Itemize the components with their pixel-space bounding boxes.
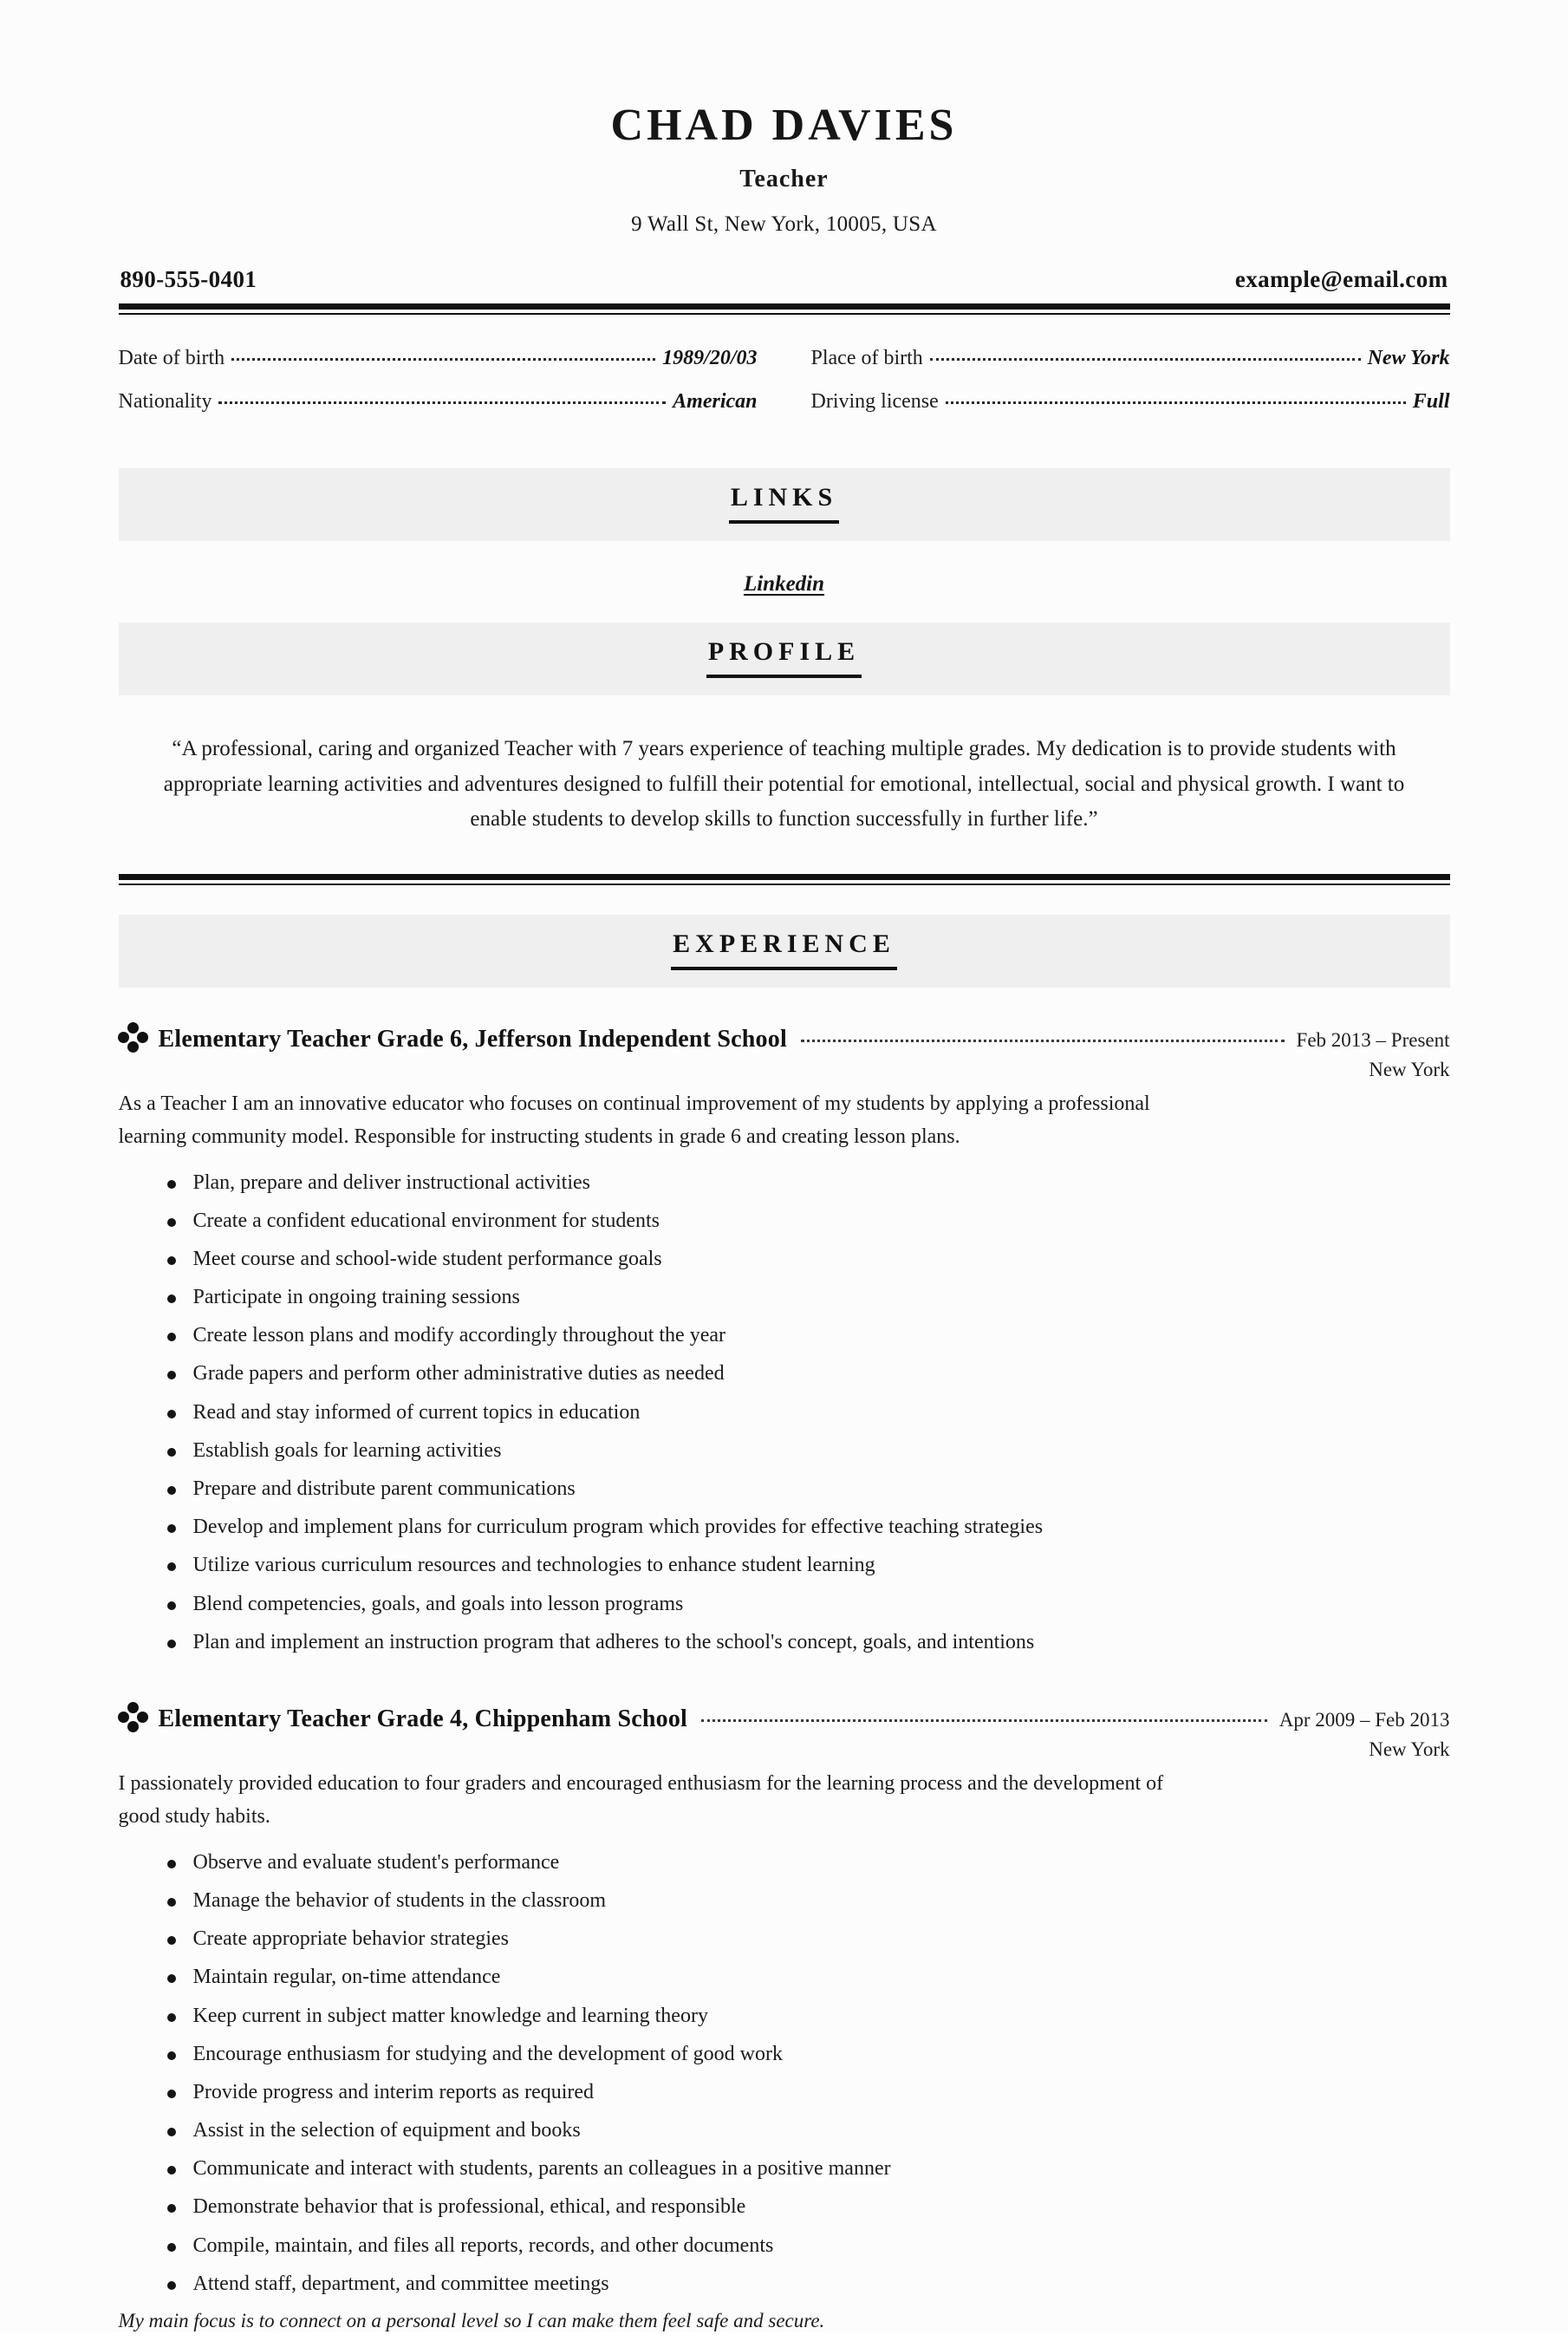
experience-entry-header [119, 1697, 1450, 1733]
diamond-bullet-icon [119, 1702, 148, 1731]
profile-divider [119, 874, 1450, 885]
list-item: Encourage enthusiasm for studying and the development of good work [167, 2041, 1450, 2068]
personal-details-right-column [811, 346, 1450, 434]
list-item: Read and stay informed of current topics in education [167, 1399, 1450, 1426]
dotted-leader [930, 358, 1361, 361]
link-linkedin[interactable]: Linkedin [743, 572, 825, 597]
detail-label: Place of birth [810, 346, 923, 369]
dotted-leader [231, 358, 655, 361]
list-item: Develop and implement plans for curriculum program which provides for effective teaching strategies [167, 1514, 1450, 1541]
diamond-bullet-icon [119, 1022, 148, 1052]
detail-nationality [119, 389, 758, 414]
experience-entry-footnote: My main focus is to connect on a personal level so I can make them feel safe and secure. [118, 2310, 825, 2331]
candidate-job-title: Teacher [739, 165, 829, 192]
email-address[interactable]: example@email.com [1234, 265, 1448, 292]
experience-entry-location: New York [1369, 1058, 1450, 1080]
detail-value: 1989/20/03 [662, 346, 758, 369]
experience-entry-duties [119, 1170, 1450, 1656]
list-item: Establish goals for learning activities [167, 1438, 1450, 1464]
contact-row [119, 266, 1450, 303]
dotted-leader [701, 1719, 1267, 1722]
experience-entry-date: Feb 2013 – Present [1296, 1028, 1450, 1051]
list-item: Manage the behavior of students in the classroom [167, 1888, 1450, 1914]
list-item: Communicate and interact with students, parents an colleagues in a positive manner [167, 2155, 1450, 2182]
list-item: Utilize various curriculum resources and technologies to enhance student learning [167, 1552, 1450, 1579]
detail-label: Date of birth [118, 346, 225, 369]
list-item: Keep current in subject matter knowledge and learning theory [167, 2003, 1450, 2030]
list-item: Prepare and distribute parent communications [167, 1476, 1450, 1503]
experience-entry-title: Elementary Teacher Grade 4, Chippenham School [158, 1705, 688, 1732]
list-item: Provide progress and interim reports as required [167, 2079, 1450, 2106]
experience-entry-duties [119, 1849, 1450, 2298]
divider-thin-line [119, 313, 1450, 315]
list-item: Create appropriate behavior strategies [167, 1926, 1450, 1953]
detail-label: Driving license [810, 390, 939, 414]
experience-entry [119, 1017, 1450, 1656]
experience-entry-header [119, 1017, 1450, 1053]
list-item: Attend staff, department, and committee meetings [167, 2271, 1450, 2298]
detail-value: New York [1367, 346, 1450, 369]
list-item: Assist in the selection of equipment and books [167, 2117, 1450, 2144]
list-item: Observe and evaluate student's performance [167, 1849, 1450, 1876]
detail-date-of-birth [119, 346, 758, 371]
divider-thick-line [119, 303, 1450, 310]
header-divider [119, 303, 1450, 315]
personal-details [119, 346, 1450, 434]
list-item: Meet course and school-wide student performance goals [167, 1246, 1450, 1273]
section-title: EXPERIENCE [671, 929, 897, 970]
links-list [119, 541, 1450, 623]
candidate-name: CHAD DAVIES [610, 101, 958, 150]
detail-driving-license [811, 389, 1450, 414]
dotted-leader [218, 401, 666, 404]
dotted-leader [946, 401, 1406, 404]
candidate-address: 9 Wall St, New York, 10005, USA [631, 212, 937, 236]
dotted-leader [801, 1040, 1285, 1042]
divider-thick-line [119, 874, 1450, 880]
section-title: PROFILE [706, 637, 862, 678]
experience-entry [119, 1697, 1450, 2332]
experience-entry-location: New York [1369, 1738, 1450, 1760]
section-header-links [119, 468, 1450, 541]
experience-entry-date: Apr 2009 – Feb 2013 [1278, 1708, 1450, 1731]
detail-value: Full [1412, 390, 1450, 414]
personal-details-left-column [119, 346, 758, 434]
detail-value: American [673, 390, 758, 414]
experience-entry-description: I passionately provided education to four graders and encouraged enthusiasm for the learning process and the development of good study habits. [118, 1771, 1164, 1828]
resume-content [119, 0, 1450, 2332]
profile-text: “A professional, caring and organized Teacher with 7 years experience of teaching multiple grades. My dedication is to provide students with appropriate learning activities and adventures designed to fulfill their potential for emotional, intellectual, social and physical growth. I want to enable students to develop skills to function successfully in further life.” [163, 737, 1405, 831]
detail-label: Nationality [118, 390, 212, 414]
list-item: Plan, prepare and deliver instructional activities [167, 1170, 1450, 1197]
list-item: Create a confident educational environment for students [167, 1208, 1450, 1235]
list-item: Participate in ongoing training sessions [167, 1284, 1450, 1311]
list-item: Create lesson plans and modify accordingly throughout the year [167, 1322, 1450, 1349]
list-item: Demonstrate behavior that is professional, ethical, and responsible [167, 2194, 1450, 2220]
experience-entry-spacer [119, 1667, 1450, 1697]
list-item: Compile, maintain, and files all reports, records, and other documents [167, 2233, 1450, 2259]
list-item: Plan and implement an instruction program that adheres to the school's concept, goals, and intentions [167, 1629, 1450, 1656]
list-item: Blend competencies, goals, and goals into lesson programs [167, 1591, 1450, 1618]
experience-list [119, 988, 1450, 2332]
divider-thin-line [119, 884, 1450, 885]
phone-number[interactable]: 890-555-0401 [120, 265, 257, 292]
section-title: LINKS [729, 483, 839, 524]
experience-entry-description: As a Teacher I am an innovative educator who focuses on continual improvement of my students by applying a professional learning community model. Responsible for instructing students in grade 6 and creating lesson plans. [118, 1092, 1150, 1148]
list-item: Grade papers and perform other administrative duties as needed [167, 1360, 1450, 1387]
section-header-experience [119, 915, 1450, 988]
detail-place-of-birth [811, 346, 1450, 371]
experience-entry-title: Elementary Teacher Grade 6, Jefferson Independent School [158, 1025, 787, 1053]
list-item: Maintain regular, on-time attendance [167, 1964, 1450, 1991]
section-header-profile [119, 623, 1450, 695]
